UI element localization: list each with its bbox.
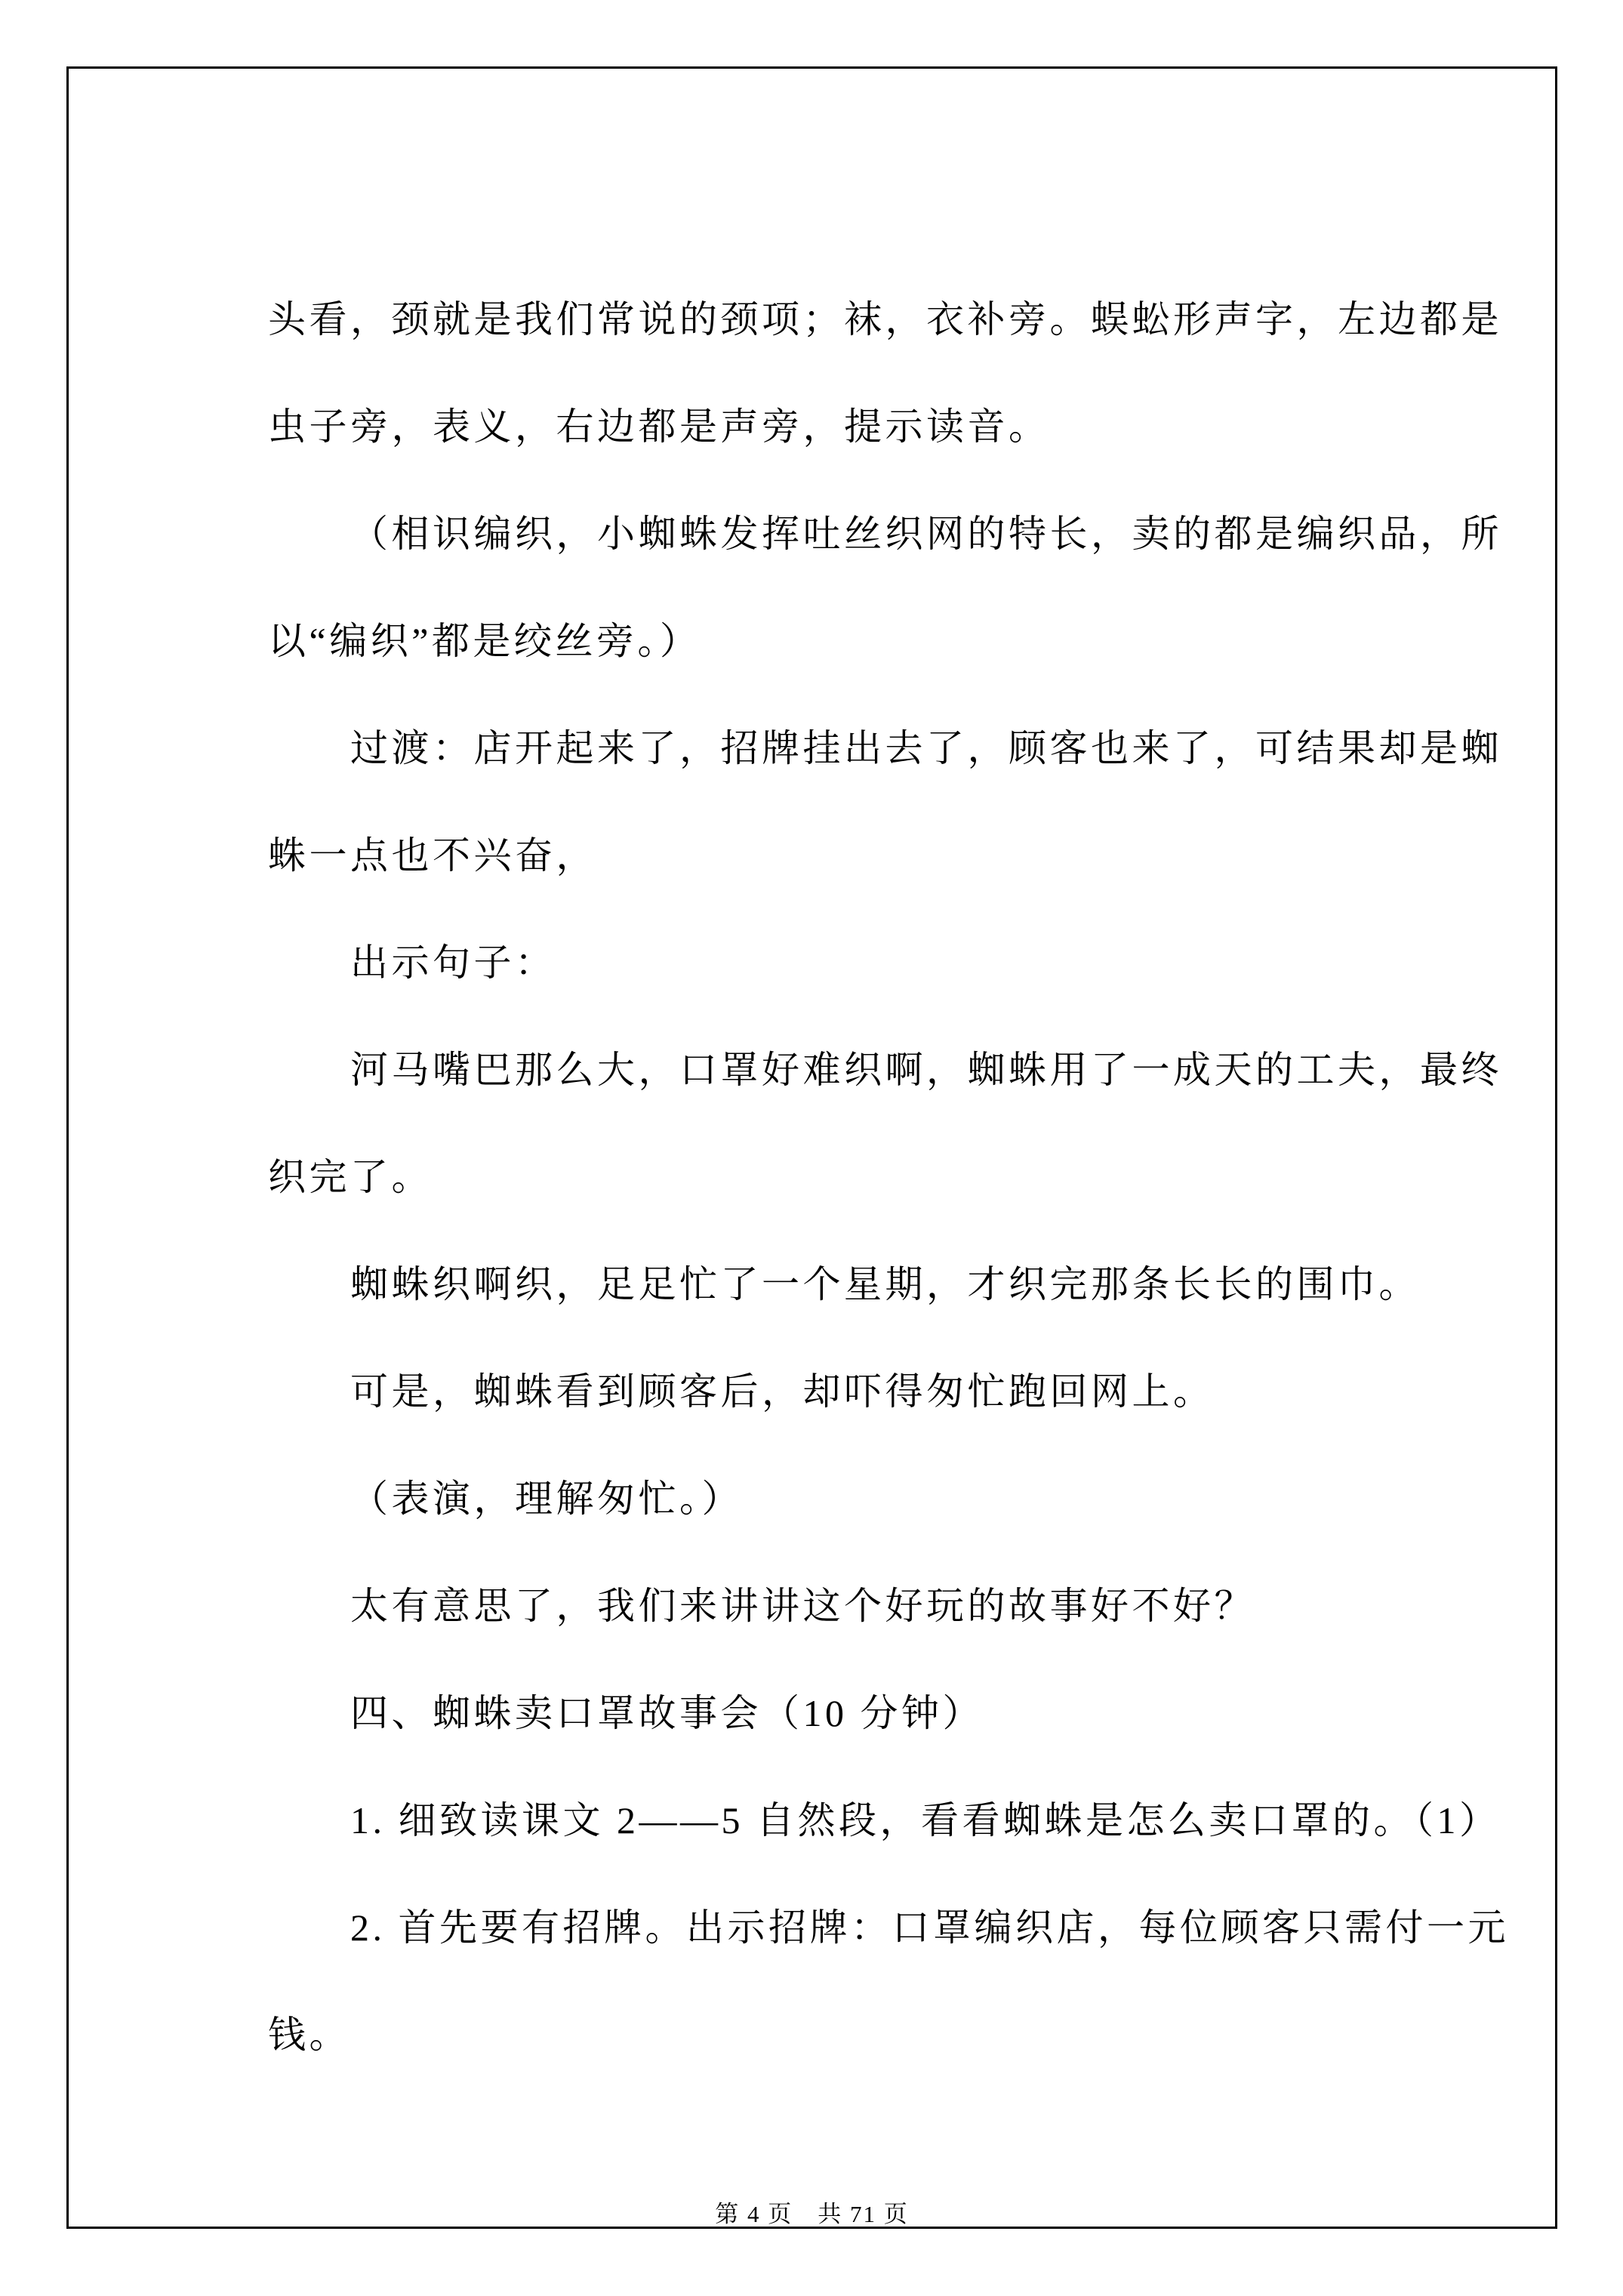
text-line: 四、蜘蛛卖口罩故事会（10 分钟） xyxy=(350,1692,984,1734)
text-line: 蜘蛛织啊织，足足忙了一个星期，才织完那条长长的围巾。 xyxy=(350,1263,1420,1305)
text-line: 太有意思了，我们来讲讲这个好玩的故事好不好？ xyxy=(350,1585,1255,1627)
text-line: 1. 细致读课文 2——5 自然段，看看蜘蛛是怎么卖口罩的。（1） xyxy=(350,1799,1501,1841)
page-border xyxy=(66,66,1557,2229)
text-line: 以“编织”都是绞丝旁。） xyxy=(268,620,701,662)
text-line: 河马嘴巴那么大，口罩好难织啊，蜘蛛用了一成天的工夫，最终 xyxy=(350,1049,1502,1091)
text-line: 虫子旁，表义，右边都是声旁，提示读音。 xyxy=(268,405,1050,448)
text-line: 出示句子： xyxy=(350,942,556,984)
page-footer xyxy=(69,2199,1555,2230)
document-body xyxy=(268,266,1566,2088)
page-number-text: 第 4 页 共 71 页 xyxy=(715,2201,909,2227)
text-line: 钱。 xyxy=(268,2014,350,2056)
text-line: 可是，蜘蛛看到顾客后，却吓得匆忙跑回网上。 xyxy=(350,1370,1215,1413)
text-line: （表演，理解匆忙。） xyxy=(350,1478,743,1520)
text-line: 2. 首先要有招牌。出示招牌：口罩编织店，每位顾客只需付一元 xyxy=(350,1906,1509,1949)
text-line: 过渡：店开起来了，招牌挂出去了，顾客也来了，可结果却是蜘 xyxy=(350,727,1502,769)
text-line: 头看，颈就是我们常说的颈项；袜，衣补旁。蜈蚣形声字，左边都是 xyxy=(268,298,1502,341)
text-line: 蛛一点也不兴奋， xyxy=(268,834,597,877)
text-line: （相识编织，小蜘蛛发挥吐丝织网的特长，卖的都是编织品，所 xyxy=(350,513,1502,555)
text-line: 织完了。 xyxy=(268,1156,433,1198)
